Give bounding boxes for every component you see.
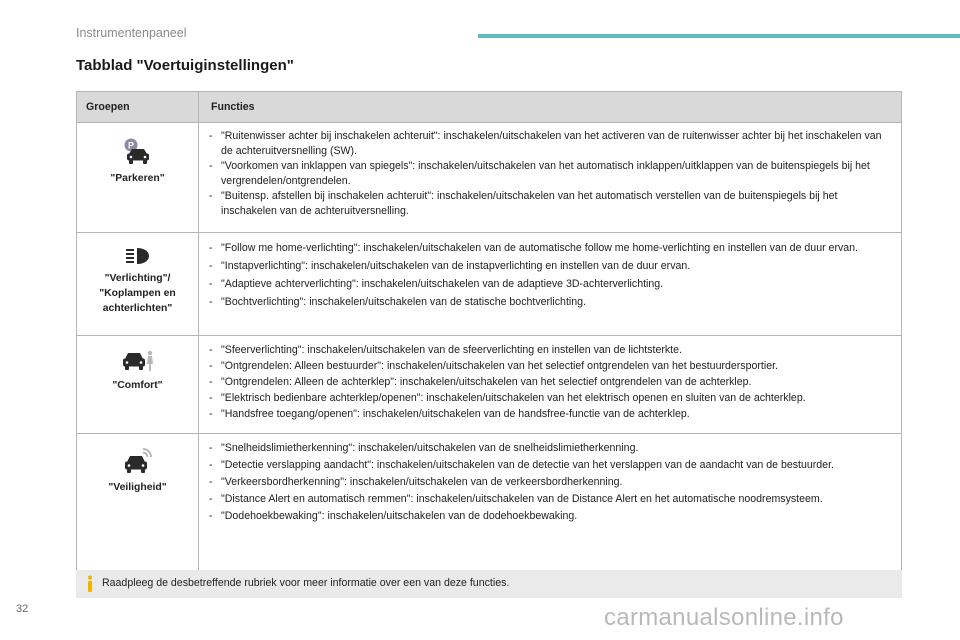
headlight-icon xyxy=(123,245,153,267)
list-item: - "Elektrisch bedienbare achterklep/openen": inschakelen/uitschakelen van het elektrisch openen en sluiten van de achterklep. xyxy=(207,390,891,406)
list-item: - "Voorkomen van inklappen van spiegels": inschakelen/uitschakelen van het automatisch inklappen/uitklappen van de buitenspiegels bij het vergrendelen/ontgrendelen. xyxy=(207,159,891,189)
group-cell xyxy=(77,336,199,434)
group-name: "Comfort" xyxy=(112,380,163,391)
page-number: 32 xyxy=(16,603,29,615)
list-item: - "Handsfree toegang/openen": inschakelen/uitschakelen van de handsfree-functie van de achterklep. xyxy=(207,406,891,422)
table-header-row xyxy=(77,92,902,123)
list-item: - "Adaptieve achterverlichting": inschakelen/uitschakelen van de adaptieve 3D-achterverlichting. xyxy=(207,275,891,293)
list-item: - "Detectie verslapping aandacht": inschakelen/uitschakelen van de detectie van het verslappen van de aandacht van de bestuurder. xyxy=(207,457,891,474)
functions-cell xyxy=(199,336,902,434)
group-name: "Verlichting"/ "Koplampen en achterlichten" xyxy=(99,273,176,314)
list-item: - "Ontgrendelen: Alleen de achterklep": inschakelen/uitschakelen van het selectief ontgrendelen van de achterklep. xyxy=(207,374,891,390)
list-item: - "Ruitenwisser achter bij inschakelen achteruit": inschakelen/uitschakelen van het activeren van de ruitenwisser achter bij het inschakelen van de achteruitversnelling (SW). xyxy=(207,129,891,159)
list-item: - "Verkeersbordherkenning": inschakelen/uitschakelen van de verkeersbordherkenning. xyxy=(207,474,891,491)
list-item: - "Ontgrendelen: Alleen bestuurder": inschakelen/uitschakelen van het selectief ontgrendelen van het bestuurdersportier. xyxy=(207,358,891,374)
group-cell xyxy=(77,123,199,233)
list-item: - "Follow me home-verlichting": inschakelen/uitschakelen van de automatische follow me home-verlichting en instellen van de duur ervan. xyxy=(207,239,891,257)
table-row xyxy=(77,233,902,336)
table-row xyxy=(77,434,902,574)
safety-car-waves-icon xyxy=(121,446,155,476)
accent-bar xyxy=(478,34,960,38)
group-cell xyxy=(77,434,199,574)
info-note xyxy=(76,570,902,598)
info-icon xyxy=(84,575,96,593)
group-name: "Veiligheid" xyxy=(108,482,167,493)
list-item: - "Bochtverlichting": inschakelen/uitschakelen van de statische bochtverlichting. xyxy=(207,293,891,311)
list-item: - "Sfeerverlichting": inschakelen/uitschakelen van de sfeerverlichting en instellen van de lichtsterkte. xyxy=(207,342,891,358)
watermark: carmanualsonline.info xyxy=(604,604,844,631)
header-functions: Functies xyxy=(199,92,902,123)
functions-cell xyxy=(199,434,902,574)
table-row xyxy=(77,336,902,434)
info-note-text: Raadpleeg de desbetreffende rubriek voor meer informatie over een van deze functies. xyxy=(102,577,510,589)
parking-car-icon xyxy=(123,137,153,167)
list-item: - "Distance Alert en automatisch remmen": inschakelen/uitschakelen van de Distance Alert en het automatische noodremsysteem. xyxy=(207,491,891,508)
functions-cell xyxy=(199,123,902,233)
table-row xyxy=(77,123,902,233)
header-groups: Groepen xyxy=(77,92,199,123)
list-item: - "Dodehoekbewaking": inschakelen/uitschakelen van de dodehoekbewaking. xyxy=(207,508,891,525)
list-item: - "Buitensp. afstellen bij inschakelen achteruit": inschakelen/uitschakelen van het automatisch verstellen van de buitenspiegels bij het inschakelen van de achteruitversnelling. xyxy=(207,189,891,219)
svg-text:P: P xyxy=(127,140,134,151)
group-cell xyxy=(77,233,199,336)
list-item: - "Instapverlichting": inschakelen/uitschakelen van de instapverlichting en instellen van de duur ervan. xyxy=(207,257,891,275)
functions-cell xyxy=(199,233,902,336)
section-label: Instrumentenpaneel xyxy=(76,26,187,40)
group-name: "Parkeren" xyxy=(110,173,165,184)
settings-table xyxy=(76,91,902,574)
list-item: - "Snelheidslimietherkenning": inschakelen/uitschakelen van de snelheidslimietherkenning. xyxy=(207,440,891,457)
comfort-car-person-icon xyxy=(120,348,156,374)
page-title: Tabblad "Voertuiginstellingen" xyxy=(76,57,294,74)
